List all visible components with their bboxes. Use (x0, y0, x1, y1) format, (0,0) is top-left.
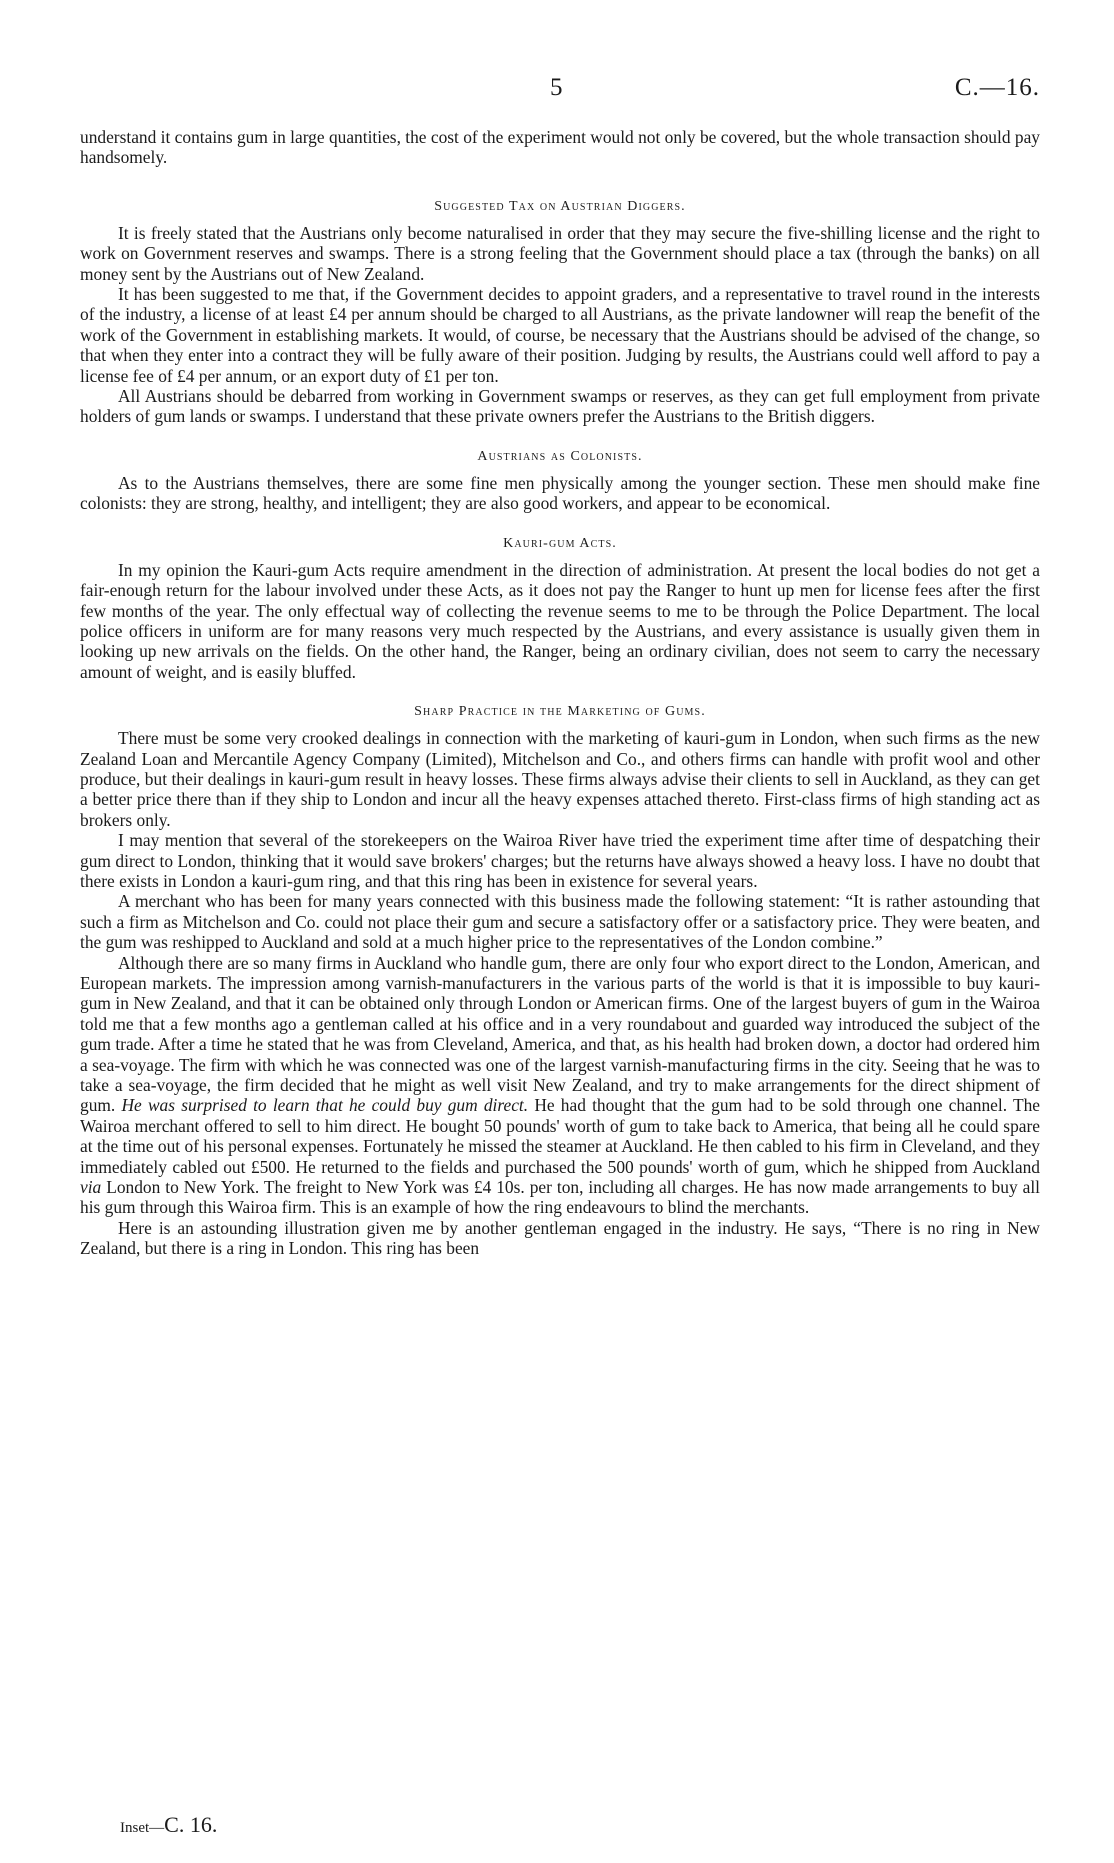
paragraph: It has been suggested to me that, if the Government decides to appoint graders, and a representative to travel round in the interests of the industry, a license of at least £4 per annum should be charged to all Austrians, as the private landowner will reap the benefit of the work of the Government in establishing markets. It would, of course, be necessary that the Austrians should be advised of the change, so that when they enter into a contract they will be fully aware of their position. Judging by results, the Austrians could well afford to pay a license fee of £4 per annum, or an export duty of £1 per ton. (80, 284, 1040, 386)
paragraph: All Austrians should be debarred from working in Government swamps or reserves, as they can get full employment from private holders of gum lands or swamps. I understand that these private owners prefer the Austrians to the British diggers. (80, 386, 1040, 427)
italic-run: via (80, 1177, 102, 1198)
section-heading-tax: Suggested Tax on Austrian Diggers. (434, 198, 686, 214)
page-number: 5 (550, 74, 563, 101)
paragraph: It is freely stated that the Austrians only become naturalised in order that they may secure the five-shilling license and the right to work on Government reserves and swamps. There is a strong feeling that the Government should place a tax (through the banks) on all money sent by the Austrians out of New Zealand. (80, 222, 1040, 284)
text-run: Although there are so many firms in Auckland who handle gum, there are only four who export direct to the London, American, and European markets. The impression among varnish-manufacturers in the various parts of the world is that it is impossible to buy kauri-gum in New Zealand, and that it can be obtained only through London or American firms. One of the largest buyers of gum in the Wairoa told me that a few months ago a gentleman called at his office and in a very roundabout and guarded way introduced the subject of the gum trade. After a time he stated that he was from Cleveland, America, and that, as his health had broken down, a doctor had ordered him a sea-voyage. The firm with which he was connected was one of the largest varnish-manufacturing firms in the city. Seeing that he was to take a sea-voyage, the firm decided that he might as well visit New Zealand, and try to make arrangements for the direct shipment of gum. (80, 952, 1040, 1116)
section-heading-marketing: Sharp Practice in the Marketing of Gums. (414, 704, 706, 720)
page-footer (120, 1812, 217, 1838)
paragraph: As to the Austrians themselves, there are some fine men physically among the younger section. These men should make fine colonists: they are strong, healthy, and intelligent; they are also good workers, and appear to be economical. (80, 472, 1040, 514)
continuation-paragraph: understand it contains gum in large quantities, the cost of the experiment would not only be covered, but the whole transaction should pay handsomely. (80, 127, 1040, 168)
page-header (80, 74, 1040, 104)
document-reference: C.—16. (954, 74, 1040, 101)
paragraph: In my opinion the Kauri-gum Acts require amendment in the direction of administration. At present the local bodies do not get a fair-enough return for the labour involved under these Acts, as it does not pay the Ranger to hunt up men for license fees after the first few months of the year. The only effectual way of collecting the revenue seems to me to be through the Police Department. The local police officers in uniform are for many reasons very much respected by the Austrians, and every assistance is usually given them in looking up new arrivals on the fields. On the other hand, the Ranger, being an ordinary civilian, does not seem to carry the necessary amount of weight, and is easily bluffed. (80, 559, 1040, 682)
footer-code: C. 16. (164, 1812, 218, 1837)
text-run: He had thought that the gum had to be sold through one channel. The Wairoa merchant offered to sell to him direct. He bought 50 pounds' worth of gum to take back to America, that being all he could spare at the time out of his personal expenses. Fortunately he missed the steamer at Auckland. He then cabled to his firm in Cleveland, and they immediately cabled out £500. He returned to the fields and purchased the 500 pounds' worth of gum, which he shipped from Auckland (80, 1095, 1040, 1177)
paragraph-cleveland (80, 953, 1040, 1218)
section-heading-acts: Kauri-gum Acts. (503, 535, 617, 551)
section-heading-colonists: Austrians as Colonists. (477, 448, 643, 464)
paragraph: Here is an astounding illustration given me by another gentleman engaged in the industry. He says, “There is no ring in New Zealand, but there is a ring in London. This ring has been (80, 1217, 1040, 1259)
italic-run: He was surprised to learn that he could buy gum direct. (121, 1095, 529, 1116)
footer-label: Inset— (120, 1820, 165, 1836)
text-run: London to New York. The freight to New York was £4 10s. per ton, including all charges. He has now made arrangements to buy all his gum through this Wairoa firm. This is an example of how the ring endeavours to blind the merchants. (80, 1177, 1040, 1218)
document-body (80, 127, 1040, 1259)
paragraph: I may mention that several of the storekeepers on the Wairoa River have tried the experiment time after time of despatching their gum direct to London, thinking that it would save brokers' charges; but the returns have always showed a heavy loss. I have no doubt that there exists in London a kauri-gum ring, and that this ring has been in existence for several years. (80, 830, 1040, 891)
paragraph: A merchant who has been for many years connected with this business made the following statement: “It is rather astounding that such a firm as Mitchelson and Co. could not place their gum and secure a satisfactory offer or a satisfactory price. They were beaten, and the gum was reshipped to Auckland and sold at a much higher price to the representatives of the London combine.” (80, 891, 1040, 953)
paragraph: There must be some very crooked dealings in connection with the marketing of kauri-gum in London, when such firms as the new Zealand Loan and Mercantile Agency Company (Limited), Mitchelson and Co., and others firms can handle with profit wool and other produce, but their dealings in kauri-gum result in heavy losses. These firms always advise their clients to sell in Auckland, as they can get a better price there than if they ship to London and incur all the heavy expenses attached thereto. First-class firms of high standing act as brokers only. (80, 728, 1040, 830)
